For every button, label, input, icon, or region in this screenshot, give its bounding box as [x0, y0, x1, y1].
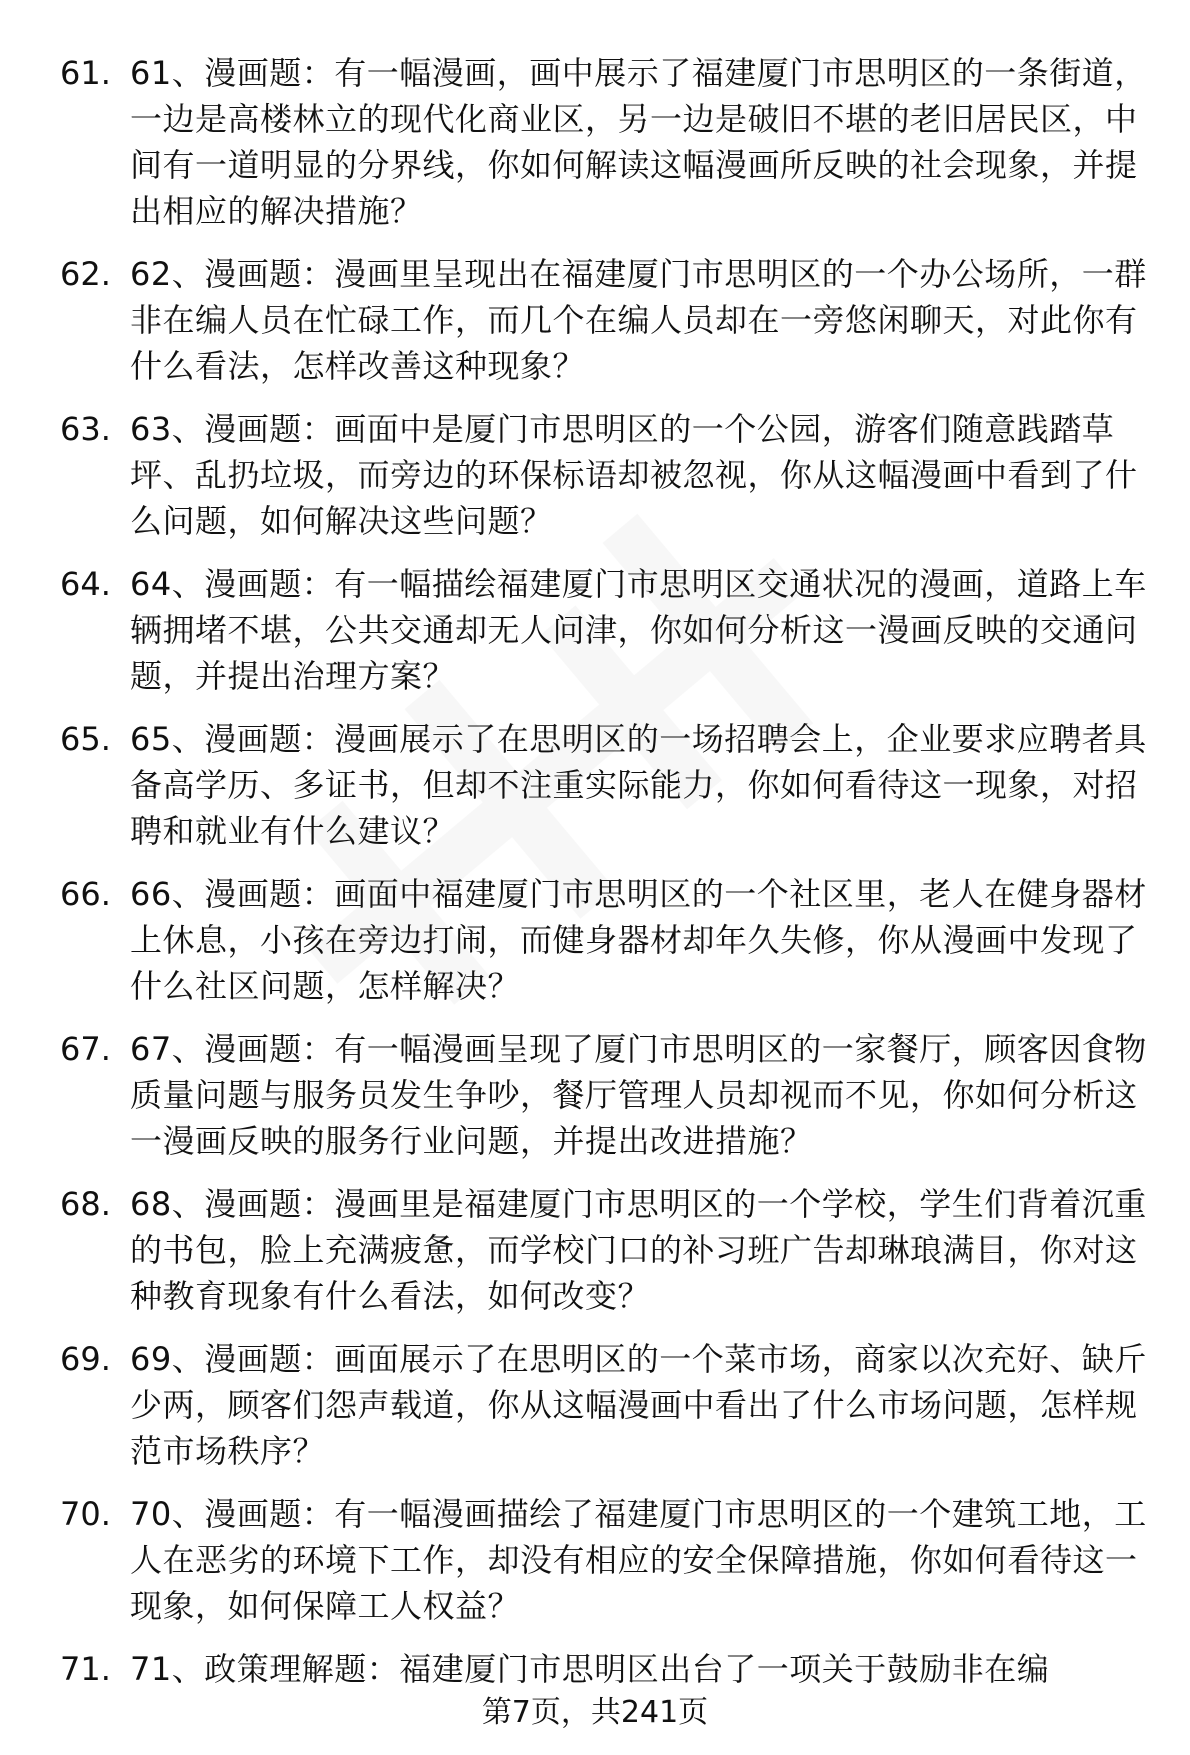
page-footer: 第7页，共241页: [481, 1695, 709, 1730]
question-text: 69、漫画题：画面展示了在思明区的一个菜市场，商家以次充好、缺斤少两，顾客们怨声载道，你从这幅漫画中看出了什么市场问题，怎样规范市场秩序？: [130, 1340, 1147, 1470]
question-item-66: [60, 871, 1150, 1009]
question-text: 71、政策理解题：福建厦门市思明区出台了一项关于鼓励非在编: [130, 1650, 1050, 1688]
question-text: 66、漫画题：画面中福建厦门市思明区的一个社区里，老人在健身器材上休息，小孩在旁边打闹，而健身器材却年久失修，你从漫画中发现了什么社区问题，怎样解决？: [130, 875, 1147, 1005]
question-number: 62.: [60, 255, 111, 293]
question-number: 64.: [60, 565, 111, 603]
question-number: 61.: [60, 54, 111, 92]
question-list: [60, 50, 1150, 1709]
question-number: 65.: [60, 720, 111, 758]
question-item-68: [60, 1181, 1150, 1319]
question-item-70: [60, 1491, 1150, 1629]
question-item-62: [60, 251, 1150, 389]
question-text: 63、漫画题：画面中是厦门市思明区的一个公园，游客们随意践踏草坪、乱扔垃圾，而旁边的环保标语却被忽视，你从这幅漫画中看到了什么问题，如何解决这些问题？: [130, 410, 1138, 540]
question-text: 62、漫画题：漫画里呈现出在福建厦门市思明区的一个办公场所，一群非在编人员在忙碌工作，而几个在编人员却在一旁悠闲聊天，对此你有什么看法，怎样改善这种现象？: [130, 255, 1147, 385]
question-number: 71.: [60, 1650, 111, 1688]
question-number: 63.: [60, 410, 111, 448]
question-item-61: [60, 50, 1150, 234]
question-text: 70、漫画题：有一幅漫画描绘了福建厦门市思明区的一个建筑工地，工人在恶劣的环境下工作，却没有相应的安全保障措施，你如何看待这一现象，如何保障工人权益？: [130, 1495, 1147, 1625]
question-text: 67、漫画题：有一幅漫画呈现了厦门市思明区的一家餐厅，顾客因食物质量问题与服务员发生争吵，餐厅管理人员却视而不见，你如何分析这一漫画反映的服务行业问题，并提出改进措施？: [130, 1030, 1147, 1160]
question-number: 70.: [60, 1495, 111, 1533]
question-item-63: [60, 406, 1150, 544]
question-number: 66.: [60, 875, 111, 913]
question-item-69: [60, 1336, 1150, 1474]
question-text: 68、漫画题：漫画里是福建厦门市思明区的一个学校，学生们背着沉重的书包，脸上充满疲惫，而学校门口的补习班广告却琳琅满目，你对这种教育现象有什么看法，如何改变？: [130, 1185, 1147, 1315]
question-text: 61、漫画题：有一幅漫画，画中展示了福建厦门市思明区的一条街道，一边是高楼林立的现代化商业区，另一边是破旧不堪的老旧居民区，中间有一道明显的分界线，你如何解读这幅漫画所反映的社会现象，并提出相应的解决措施？: [130, 54, 1147, 230]
question-number: 67.: [60, 1030, 111, 1068]
question-item-65: [60, 716, 1150, 854]
question-text: 64、漫画题：有一幅描绘福建厦门市思明区交通状况的漫画，道路上车辆拥堵不堪，公共交通却无人问津，你如何分析这一漫画反映的交通问题，并提出治理方案？: [130, 565, 1147, 695]
question-text: 65、漫画题：漫画展示了在思明区的一场招聘会上，企业要求应聘者具备高学历、多证书，但却不注重实际能力，你如何看待这一现象，对招聘和就业有什么建议？: [130, 720, 1147, 850]
question-item-71: [60, 1646, 1150, 1692]
question-number: 69.: [60, 1340, 111, 1378]
question-item-67: [60, 1026, 1150, 1164]
question-number: 68.: [60, 1185, 111, 1223]
question-item-64: [60, 561, 1150, 699]
